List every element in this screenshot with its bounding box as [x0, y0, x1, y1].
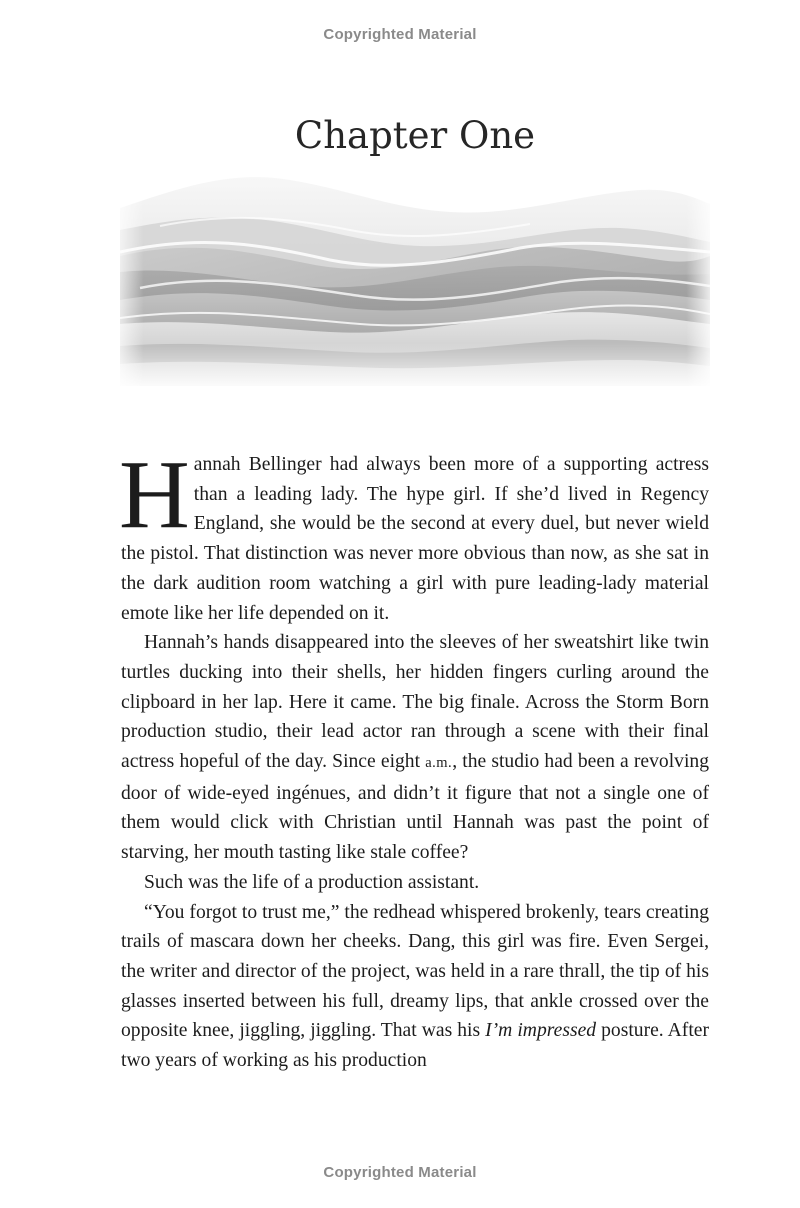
- copyright-watermark-top: Copyrighted Material: [323, 26, 477, 43]
- paragraph-2-text-end: , the studio had been a revolving door of wide-eyed ingénues, and didn’t it figure that not a single one of them would click with Christian until Hannah was past the point of starving, her mouth tasting like stale coffee?: [121, 751, 709, 864]
- impressed-italic: I’m impressed: [485, 1020, 597, 1042]
- chapter-body: [119, 441, 709, 1076]
- paragraph-3: [121, 868, 709, 898]
- drop-cap: H: [119, 441, 190, 549]
- paragraph-1: [119, 441, 709, 628]
- paragraph-4-text-start: “You forgot to trust me,” the redhead whispered brokenly, tears creating trails of mascara down her cheeks. Dang, this girl was fire. Even Sergei, the writer and director of the project, was held in a rare thrall, the tip of his glasses inserted between his full, dreamy lips, that ankle crossed over the opposite knee, jiggling, jiggling. That was his: [121, 901, 709, 1042]
- paragraph-2: [121, 628, 709, 868]
- paragraph-3-text: Such was the life of a production assistant.: [144, 871, 480, 893]
- copyright-watermark-bottom: Copyrighted Material: [323, 1164, 477, 1181]
- paragraph-2-text-start: Hannah’s hands disappeared into the sleeves of her sweatshirt like twin turtles ducking into their shells, her hidden fingers curling around the clipboard in her lap. Here it came. The big finale. Across the Storm Born production studio, their lead actor ran through a scene with their final actress hopeful of the day. Since eight: [121, 632, 709, 773]
- paragraph-4: [121, 898, 709, 1076]
- paragraph-4-text-end: posture. After two years of working as his production: [121, 1020, 709, 1072]
- am-smallcaps: a.m.: [425, 755, 453, 772]
- wave-banner-illustration: [120, 168, 710, 386]
- chapter-title: Chapter One: [294, 114, 536, 157]
- paragraph-1-text: annah Bellinger had always been more of a supporting actress than a leading lady. The hype girl. If she’d lived in Regency England, she would be the second at every duel, but never wield the pistol. That distinction was never more obvious than now, as she sat in the dark audition room watching a girl with pure leading-lady material emote like her life depended on it.: [121, 454, 709, 624]
